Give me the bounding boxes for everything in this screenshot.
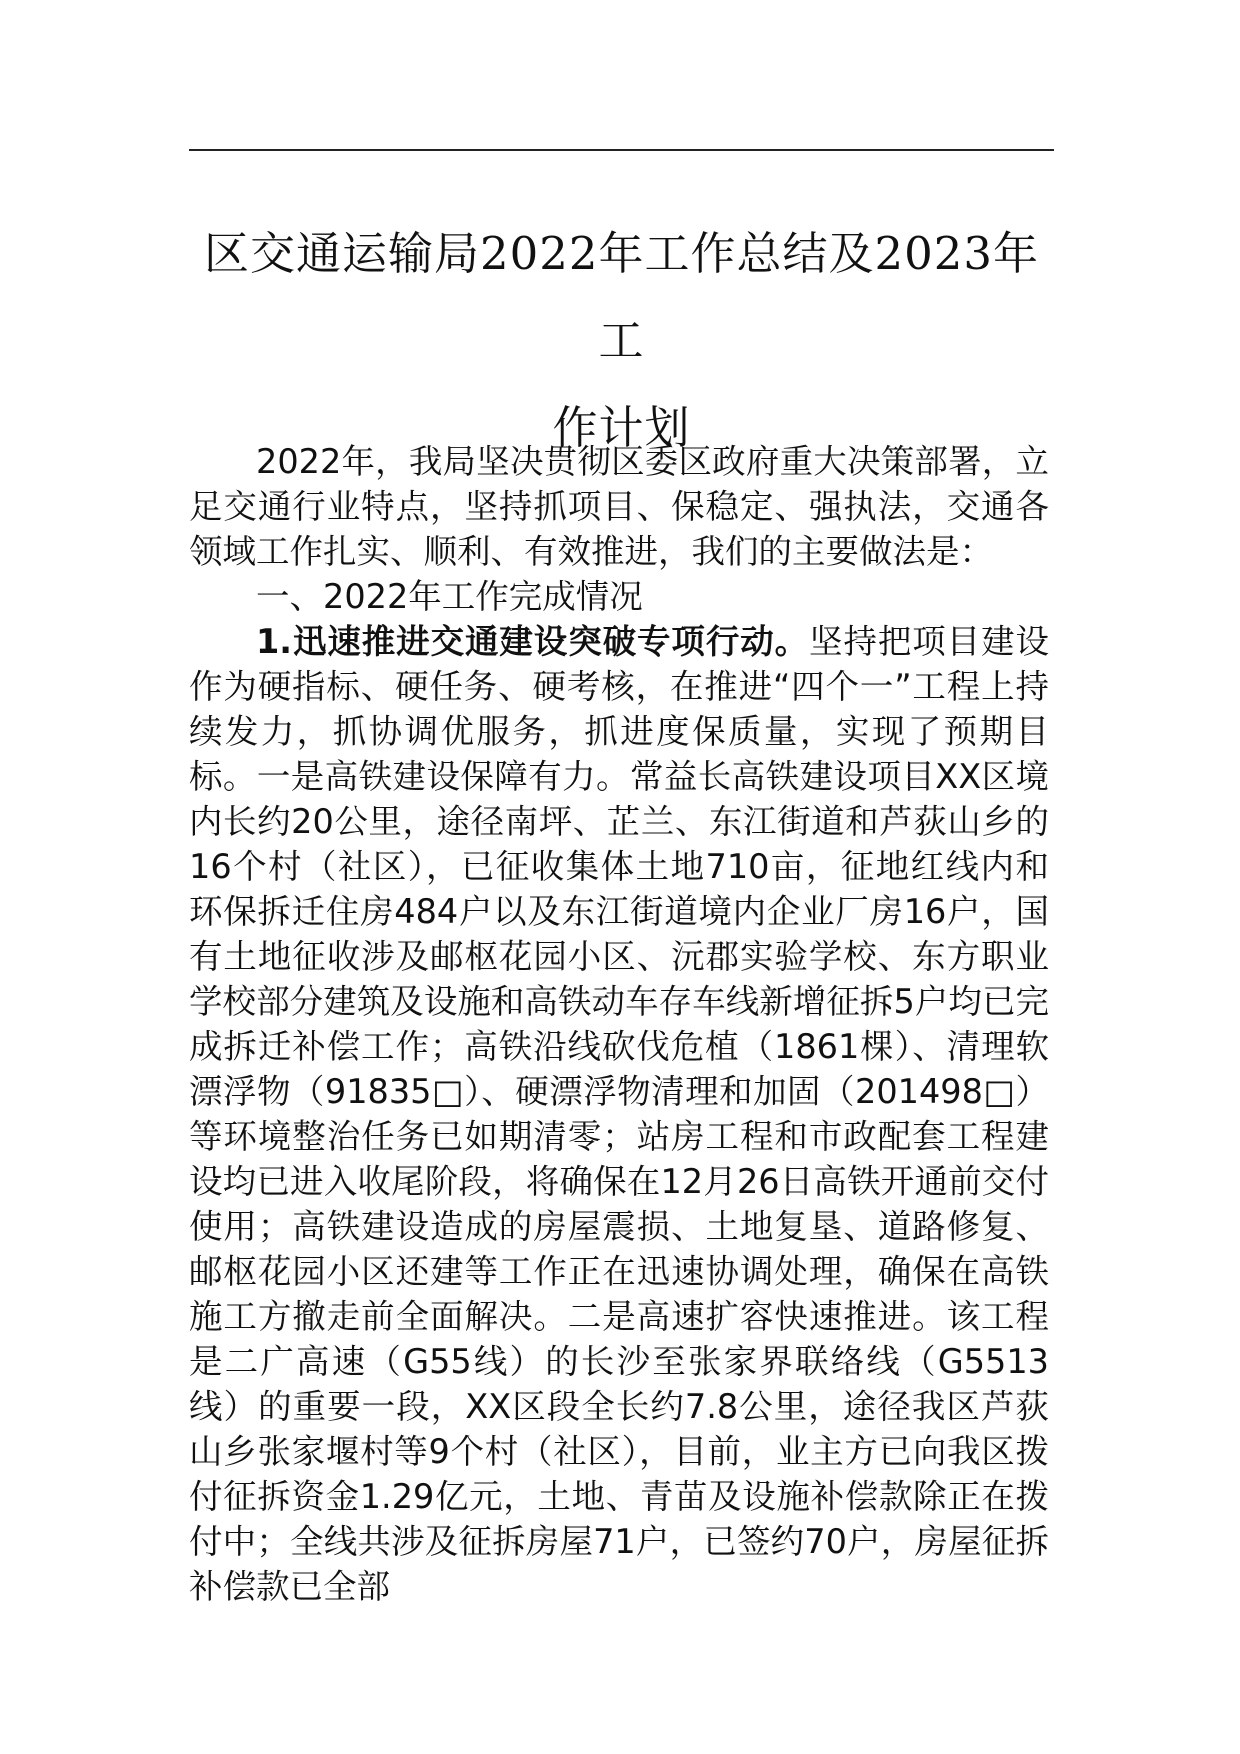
section-heading: 一、2022年工作完成情况 xyxy=(256,577,643,616)
title-line-1: 区交通运输局2022年工作总结及2023年工 xyxy=(203,227,1040,367)
title-line-2: 作计划 xyxy=(552,401,691,454)
item-paragraph xyxy=(189,619,1049,1609)
item-lead: 1.迅速推进交通建设突破专项行动。 xyxy=(256,622,810,661)
header-rule xyxy=(189,149,1054,151)
document-body xyxy=(189,439,1049,1609)
document-title xyxy=(189,210,1054,471)
intro-paragraph: 2022年，我局坚决贯彻区委区政府重大决策部署，立足交通行业特点，坚持抓项目、保稳定、强执法，交通各领域工作扎实、顺利、有效推进，我们的主要做法是： xyxy=(189,442,1049,571)
item-text: 坚持把项目建设作为硬指标、硬任务、硬考核，在推进“四个一”工程上持续发力，抓协调优服务，抓进度保质量，实现了预期目标。一是高铁建设保障有力。常益长高铁建设项目XX区境内长约20公里，途径南坪、芷兰、东江街道和芦荻山乡的16个村（社区），已征收集体土地710亩，征地红线内和环保拆迁住房484户以及东江街道境内企业厂房16户，国有土地征收涉及邮枢花园小区、沅郡实验学校、东方职业学校部分建筑及设施和高铁动车存车线新增征拆5户均已完成拆迁补偿工作；高铁沿线砍伐危植（1861棵）、清理软漂浮物（91835□）、硬漂浮物清理和加固（201498□）等环境整治任务已如期清零；站房工程和市政配套工程建设均已进入收尾阶段，将确保在12月26日高铁开通前交付使用；高铁建设造成的房屋震损、土地复垦、道路修复、邮枢花园小区还建等工作正在迅速协调处理，确保在高铁施工方撤走前全面解决。二是高速扩容快速推进。该工程是二广高速（G55线）的长沙至张家界联络线（G5513线）的重要一段，XX区段全长约7.8公里，途径我区芦荻山乡张家堰村等9个村（社区），目前，业主方已向我区拨付征拆资金1.29亿元，土地、青苗及设施补偿款除正在拨付中；全线共涉及征拆房屋71户，已签约70户，房屋征拆补偿款已全部 xyxy=(189,622,1049,1606)
